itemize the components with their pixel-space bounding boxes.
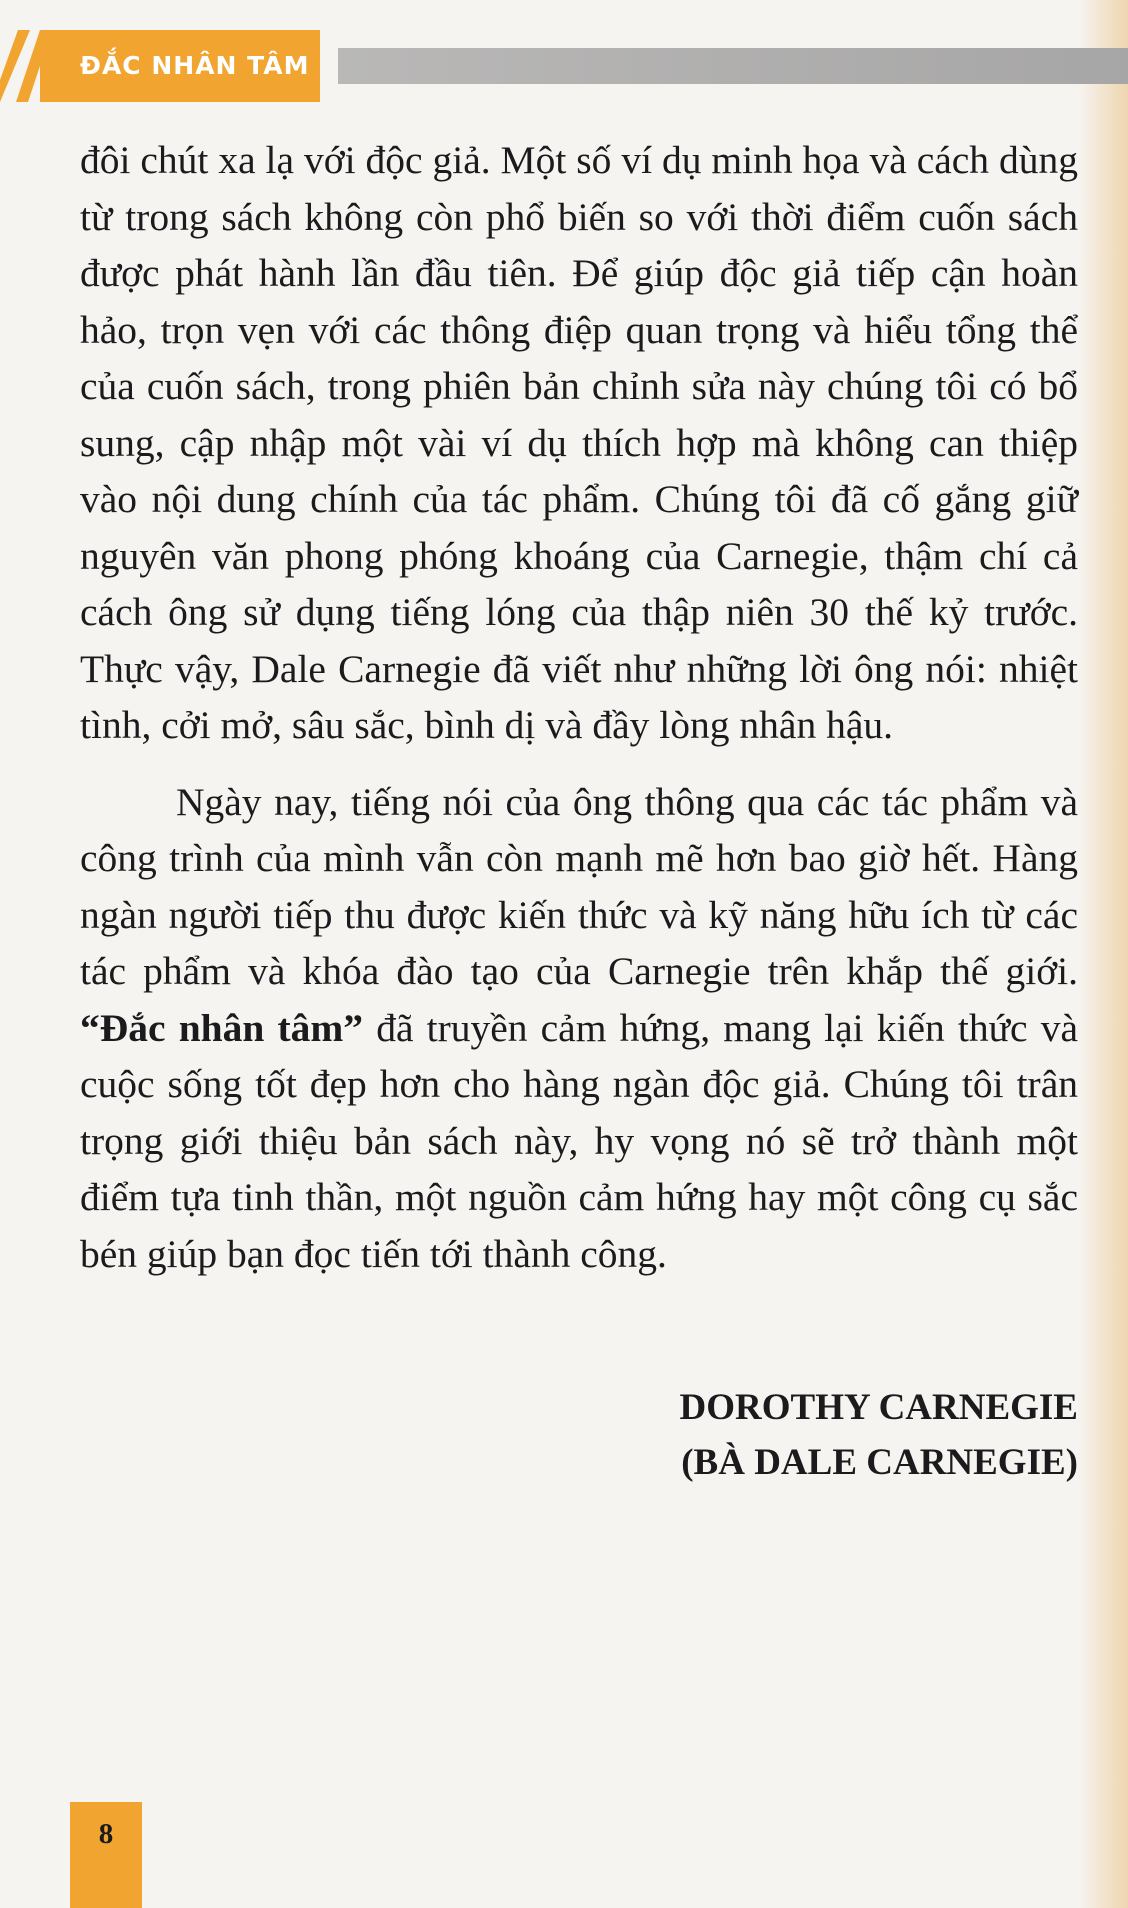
running-header: [0, 30, 1128, 102]
page-body: [80, 132, 1078, 1282]
book-title-emphasis: “Đắc nhân tâm”: [80, 1005, 364, 1050]
signature-block: [680, 1380, 1078, 1490]
page-edge-shadow: [1078, 0, 1128, 1908]
page-number-tab: [70, 1802, 142, 1908]
page-number: 8: [98, 1818, 114, 1850]
paragraph-2-text-start: Ngày nay, tiếng nói của ông thông qua các tác phẩm và công trình của mình vẫn còn mạnh mẽ hơn bao giờ hết. Hàng ngàn người tiếp thu được kiến thức và kỹ năng hữu ích từ các tác phẩm và khóa đào tạo của Carnegie trên khắp thế giới.: [80, 779, 1078, 993]
body-paragraph-2: [80, 774, 1078, 1283]
signature-name: DOROTHY CARNEGIE: [679, 1387, 1078, 1428]
body-paragraph-1: đôi chút xa lạ với độc giả. Một số ví dụ minh họa và cách dùng từ trong sách không còn phổ biến so với thời điểm cuốn sách được phát hành lần đầu tiên. Để giúp độc giả tiếp cận hoàn hảo, trọn vẹn với các thông điệp quan trọng và hiểu tổng thể của cuốn sách, trong phiên bản chỉnh sửa này chúng tôi có bổ sung, cập nhập một vài ví dụ thích hợp mà không can thiệp vào nội dung chính của tác phẩm. Chúng tôi đã cố gắng giữ nguyên văn phong phóng khoáng của Carnegie, thậm chí cả cách ông sử dụng tiếng lóng của thập niên 30 thế kỷ trước. Thực vậy, Dale Carnegie đã viết như những lời ông nói: nhiệt tình, cởi mở, sâu sắc, bình dị và đầy lòng nhân hậu.: [80, 138, 1078, 747]
header-book-title: ĐẮC NHÂN TÂM: [80, 51, 310, 80]
paragraph-2-text-end: đã truyền cảm hứng, mang lại kiến thức và cuộc sống tốt đẹp hơn cho hàng ngàn độc giả. Chúng tôi trân trọng giới thiệu bản sách này, hy vọng nó sẽ trở thành một điểm tựa tinh thần, một nguồn cảm hứng hay một công cụ sắc bén giúp bạn đọc tiến tới thành công.: [80, 1005, 1078, 1276]
header-gray-bar: [338, 48, 1128, 84]
signature-note: (BÀ DALE CARNEGIE): [681, 1442, 1078, 1483]
